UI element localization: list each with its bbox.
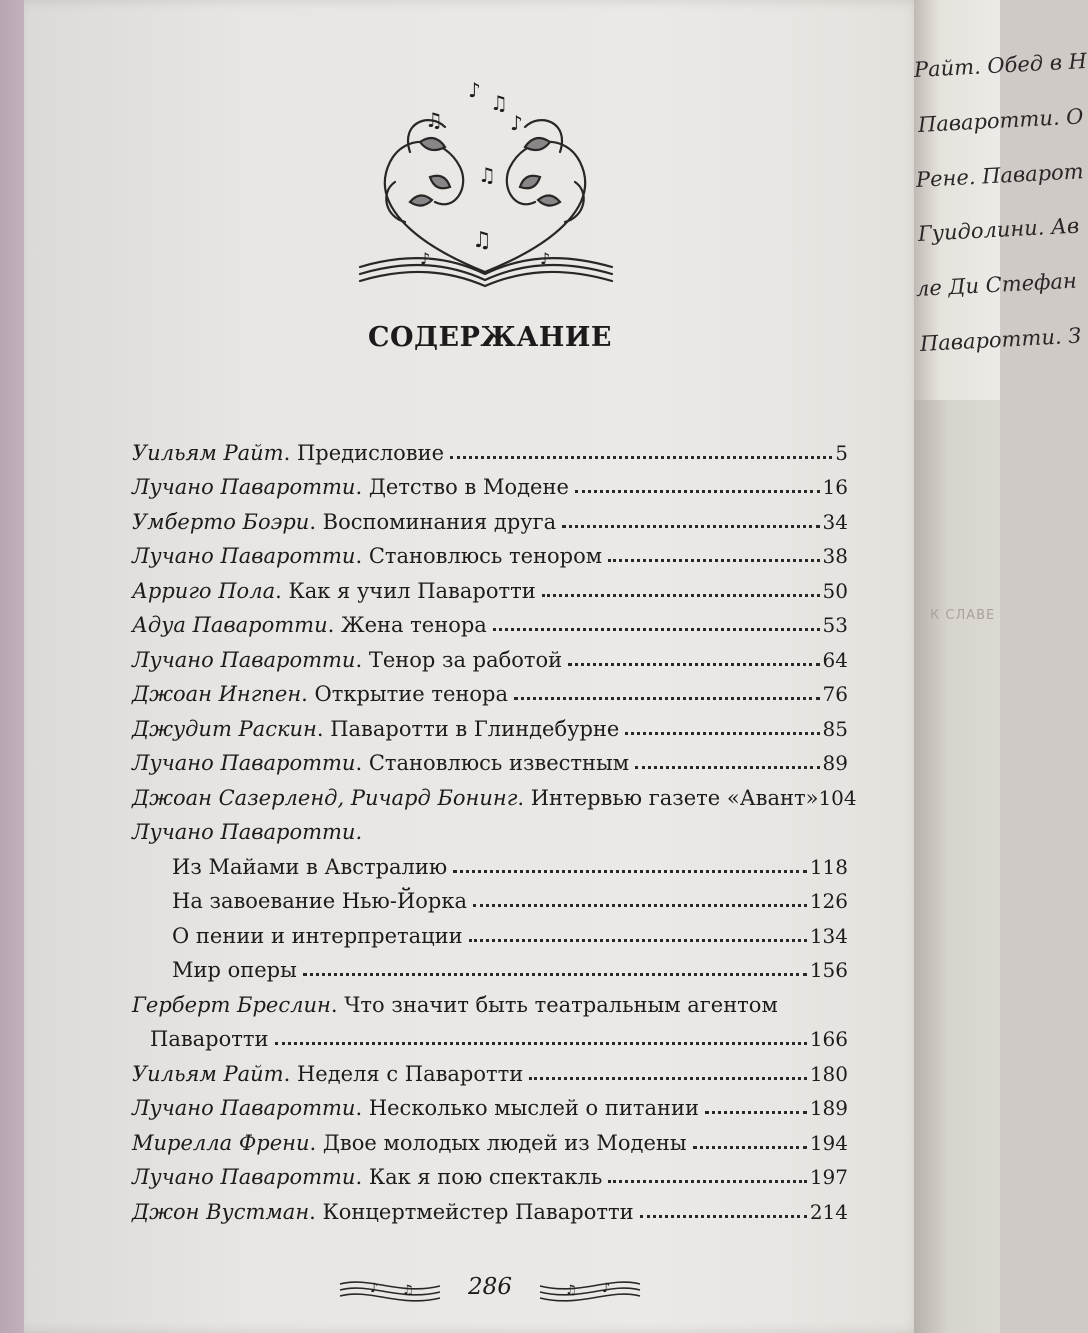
toc-entry[interactable]: Лучано Паваротти. Тенор за работой 64 [132,647,848,672]
toc-leader [568,663,819,666]
toc-leader [450,456,832,459]
toc-leader [303,973,807,976]
toc-title: Из Майами в Австралию [172,854,448,879]
toc-leader [473,904,807,907]
toc-author: Лучано Паваротти [132,751,356,775]
toc-author: Герберт Бреслин [132,992,331,1017]
toc-page: 76 [822,682,848,706]
toc-author: Джоан Ингпен [132,682,302,706]
toc-page: 126 [809,889,848,913]
toc-entry[interactable]: Адуа Паваротти. Жена тенора 53 [132,613,848,637]
toc-page: 197 [809,1165,848,1189]
toc-entry[interactable]: Уильям Райт. Неделя с Паваротти 180 [132,1061,848,1086]
toc-author: Джудит Раскин [132,716,317,741]
toc-title: Интервью газете «Авант» [530,785,819,810]
bleed-through-text: К СЛАВЕ [930,608,996,623]
toc-entry[interactable]: Джоан Ингпен. Открытие тенора 76 [132,682,848,706]
toc-page: 50 [822,578,848,603]
toc-leader [625,732,819,735]
toc-title: Паваротти [150,1027,269,1051]
toc-leader [529,1077,807,1080]
toc-title: О пении и интерпретации [172,923,463,948]
toc-entry[interactable] [132,1017,848,1052]
toc-author: Арриго Пола [132,578,276,603]
toc-title: Воспоминания друга [322,509,557,534]
toc-title: Что значит быть театральным агентом [344,992,778,1017]
toc-page: 189 [809,1096,848,1120]
adjacent-line: Паваротти. З [919,323,1082,356]
toc-title: Двое молодых людей из Модены [322,1130,687,1155]
toc-entry[interactable]: Лучано Паваротти. Становлюсь известным 89 [132,751,848,775]
toc-page: 89 [822,751,848,775]
toc-title: Неделя с Паваротти [296,1061,524,1086]
toc-page: 53 [822,613,848,637]
toc-title: Становлюсь известным [368,751,630,775]
toc-author: Уильям Райт [132,440,284,465]
svg-text:♪: ♪ [602,1281,611,1296]
toc-title: На завоевание Нью-Йорка [172,889,467,913]
toc-title: Как я учил Паваротти [288,578,536,603]
toc-entry[interactable]: Мирелла Френи. Двое молодых людей из Модены 194 [132,1130,848,1155]
toc-title: Тенор за работой [368,647,563,672]
toc-page: 156 [809,958,848,982]
toc-page: 214 [809,1199,848,1224]
toc-title: Открытие тенора [314,682,509,706]
toc-leader [635,766,819,769]
toc-leader [469,939,807,942]
svg-text:♫: ♫ [425,108,443,132]
toc-leader [453,870,807,873]
toc-entry[interactable]: Лучано Паваротти. Несколько мыслей о питании 189 [132,1096,848,1120]
music-ornament-icon [350,78,620,297]
svg-text:♪: ♪ [468,78,481,102]
adjacent-page-shadow [914,400,1000,1333]
toc-title: Мир оперы [172,958,297,982]
toc-leader [575,490,820,493]
toc-author: Уильям Райт [132,1061,284,1086]
toc-title: Становлюсь тенором [368,544,603,568]
toc-page: 38 [822,544,848,568]
toc-entry[interactable]: Лучано Паваротти. Становлюсь тенором 38 [132,544,848,568]
svg-text:♪: ♪ [510,111,523,135]
toc-leader [693,1146,807,1149]
toc-page: 16 [822,475,848,499]
toc-page: 166 [809,1027,848,1051]
toc-author: Лучано Паваротти [132,1165,356,1189]
toc-leader [608,559,819,562]
svg-text:♫: ♫ [565,1283,577,1298]
toc-title: Концертмейстер Паваротти [322,1199,634,1224]
svg-text:♪: ♪ [420,249,431,268]
toc-entry[interactable]: Джон Вустман. Концертмейстер Паваротти 214 [132,1199,848,1224]
toc-page: 85 [822,716,848,741]
toc-leader [562,525,819,528]
page-title: СОДЕРЖАНИЕ [368,322,612,353]
toc-author: Джон Вустман [132,1199,310,1224]
toc-entry[interactable] [132,879,848,914]
svg-text:♫: ♫ [402,1283,414,1298]
toc-entry[interactable]: Умберто Боэри. Воспоминания друга 34 [132,509,848,534]
toc-entry[interactable]: Лучано Паваротти. Детство в Модене 16 [132,475,848,499]
toc-page: 194 [809,1130,848,1155]
adjacent-line: Паваротти. О [917,104,1084,137]
toc-page: 5 [835,440,848,465]
toc-entry[interactable]: Уильям Райт. Предисловие 5 [132,440,848,465]
page-number: 286 [468,1274,512,1300]
adjacent-line: Райт. Обед в Н [913,48,1088,82]
adjacent-line: Рене. Паварот [915,159,1085,192]
toc-entry[interactable] [132,810,848,845]
toc-entry[interactable] [132,948,848,983]
toc-author: Мирелла Френи [132,1130,310,1155]
toc-entry[interactable]: Джоан Сазерленд, Ричард Бонинг. Интервью газете «Авант» 104 [132,785,857,810]
toc-author: Джоан Сазерленд, Ричард Бонинг [132,785,518,810]
toc-entry[interactable]: Лучано Паваротти. Как я пою спектакль 197 [132,1165,848,1189]
page-footer [340,1272,640,1308]
toc-entry[interactable] [132,913,848,948]
adjacent-line: Гуидолини. Ав [917,213,1080,246]
svg-text:♫: ♫ [490,91,508,115]
toc-page: 118 [809,854,848,879]
toc-entry[interactable]: Арриго Пола. Как я учил Паваротти 50 [132,578,848,603]
toc-author: Лучано Паваротти [132,544,356,568]
svg-text:♪: ♪ [540,249,551,268]
toc-leader [275,1042,807,1045]
adjacent-line: ле Ди Стефан [915,268,1078,301]
toc-page: 134 [809,923,848,948]
toc-page: 104 [818,785,857,810]
toc-author: Адуа Паваротти [132,613,328,637]
svg-text:♫: ♫ [472,228,492,253]
toc-author: Лучано Паваротти. [132,820,363,844]
toc-page: 180 [809,1061,848,1086]
toc-leader [493,628,820,631]
toc-entry[interactable] [132,844,848,879]
toc-author: Умберто Боэри [132,509,310,534]
toc-page: 64 [822,647,848,672]
toc-author: Лучано Паваротти [132,1096,356,1120]
toc-title: Как я пою спектакль [368,1165,603,1189]
toc-title: Несколько мыслей о питании [368,1096,699,1120]
toc-leader [514,697,820,700]
toc-leader [705,1111,807,1114]
toc-title: Жена тенора [340,613,487,637]
toc-entry[interactable]: Герберт Бреслин. Что значит быть театральным агентом [132,992,778,1017]
toc-entry[interactable]: Джудит Раскин. Паваротти в Глиндебурне 85 [132,716,848,741]
svg-text:♪: ♪ [370,1281,379,1296]
toc-title: Детство в Модене [368,475,569,499]
toc-title: Паваротти в Глиндебурне [330,716,620,741]
svg-text:♫: ♫ [478,163,496,187]
toc-title: Предисловие [296,440,445,465]
table-of-contents [132,430,857,1224]
toc-leader [542,594,820,597]
toc-author: Лучано Паваротти [132,647,356,672]
toc-leader [640,1215,807,1218]
toc-leader [608,1180,807,1183]
toc-page: 34 [822,509,848,534]
toc-author: Лучано Паваротти [132,475,356,499]
